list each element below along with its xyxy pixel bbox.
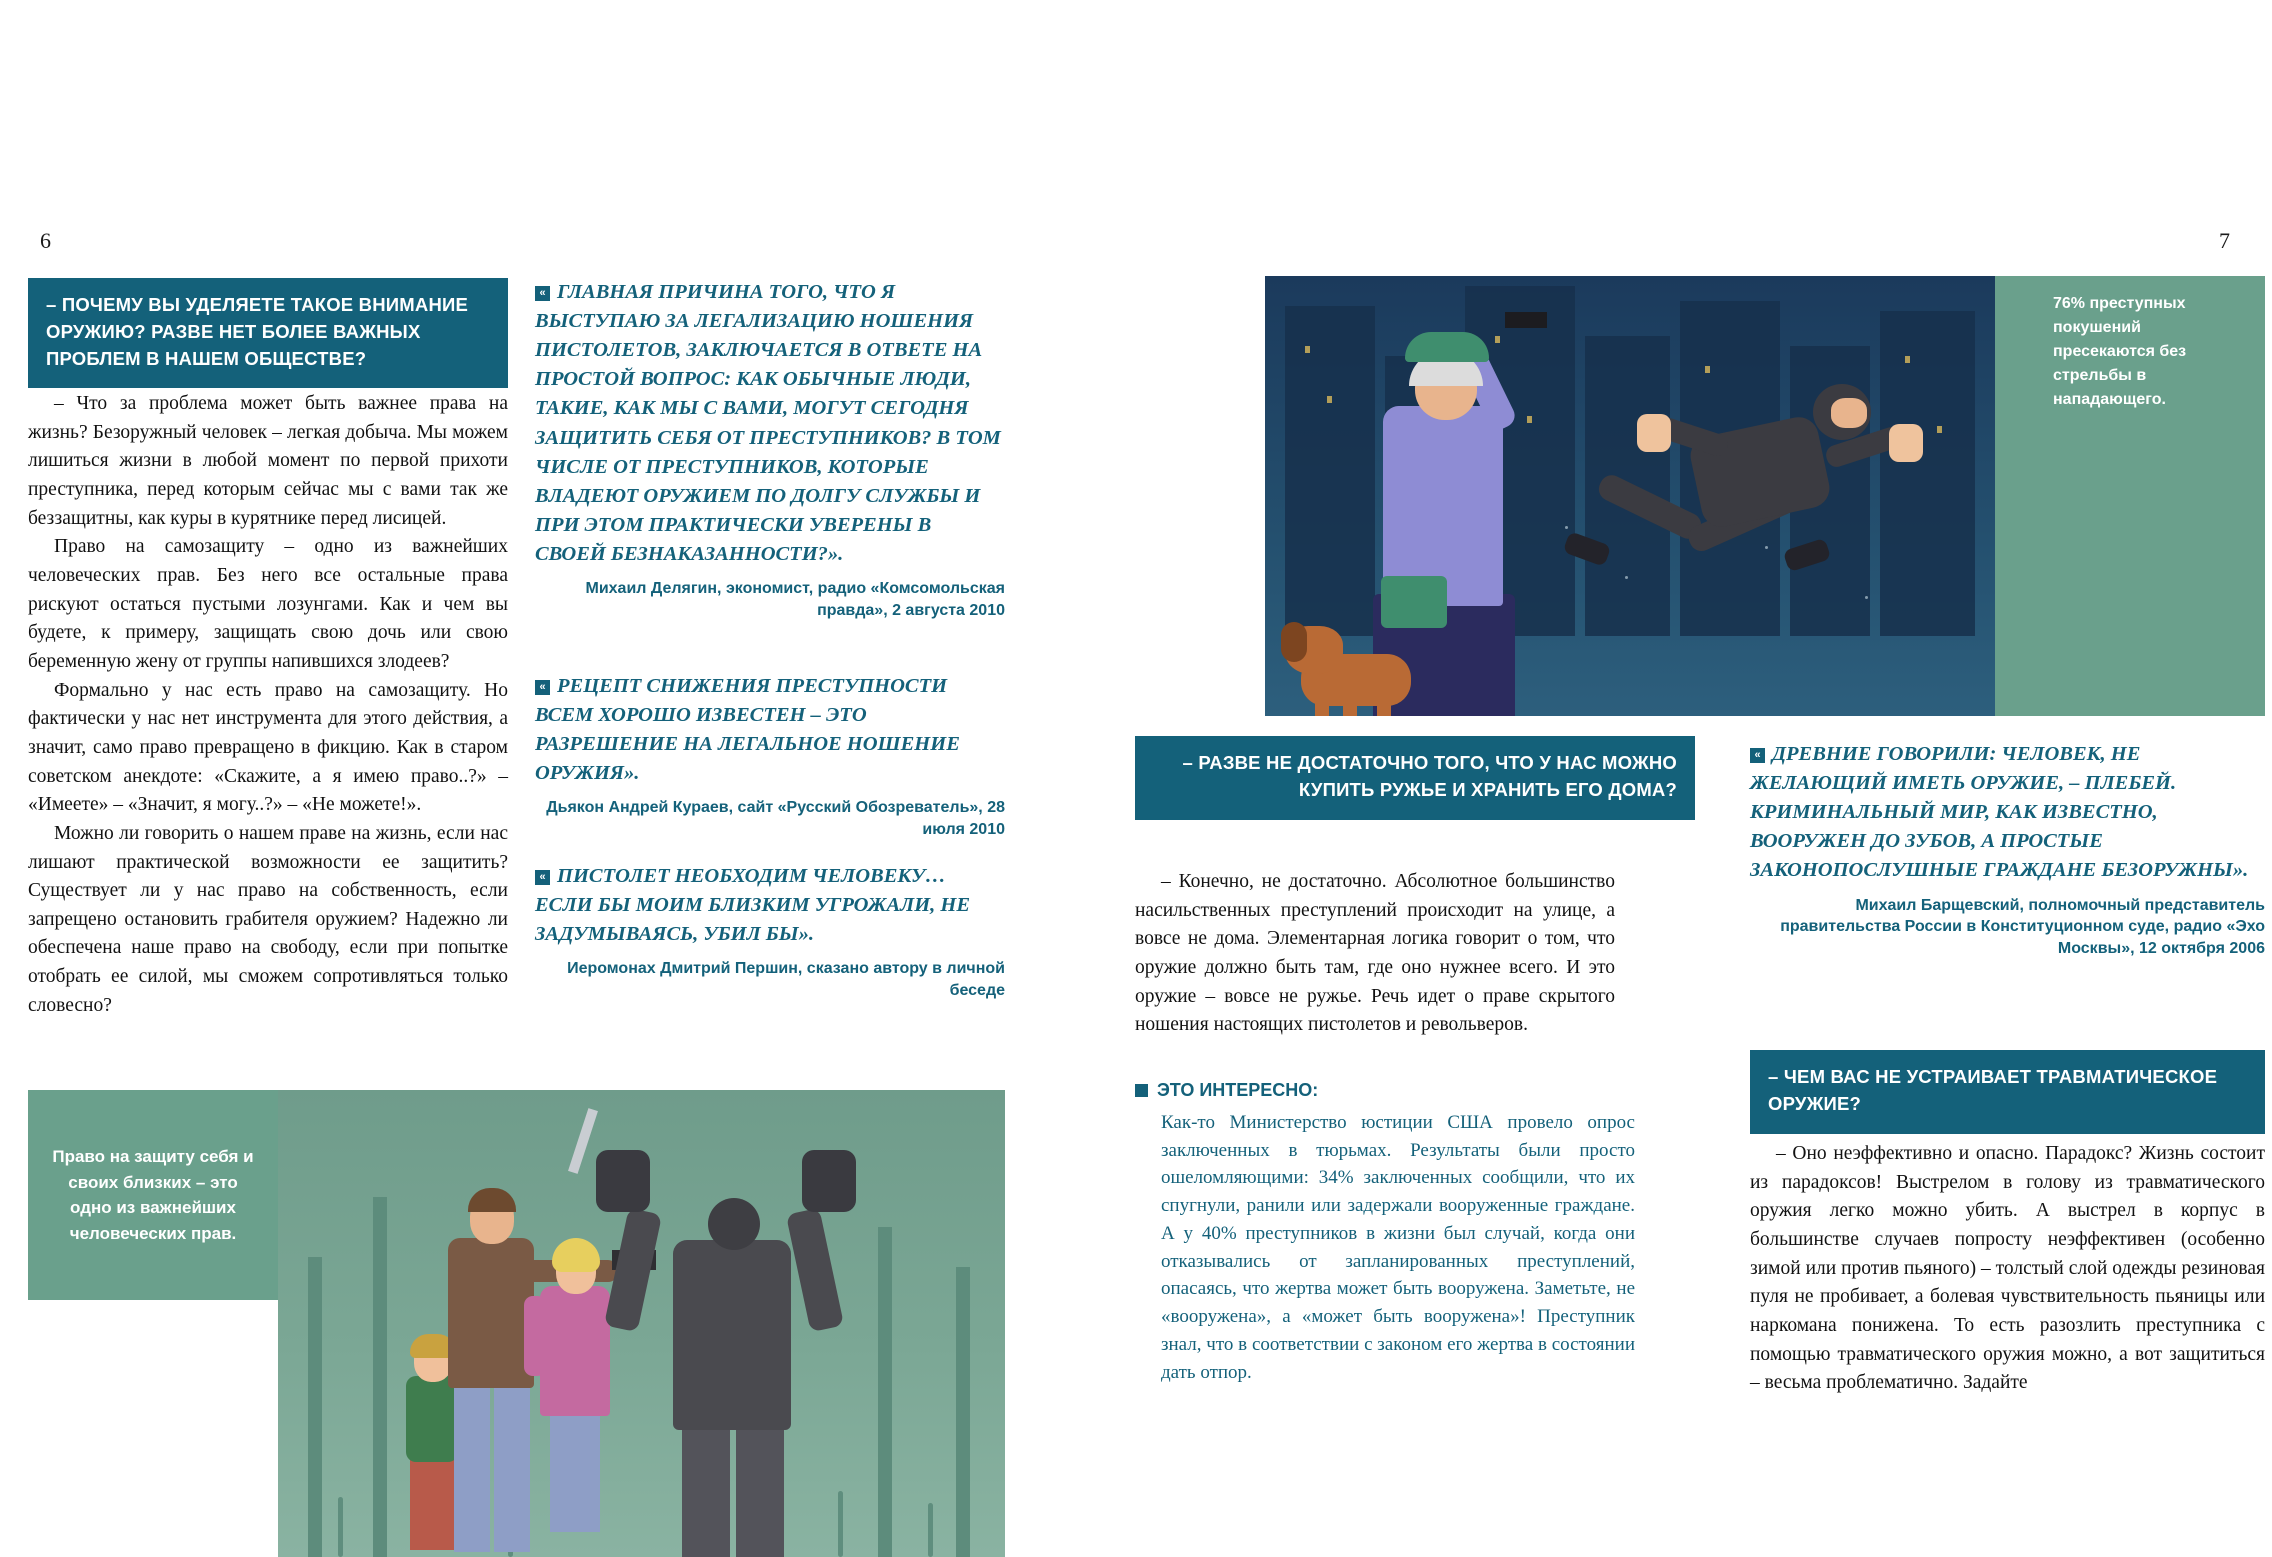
- tree-trunk: [878, 1227, 892, 1557]
- building: [1880, 311, 1975, 636]
- man-leg-left: [454, 1382, 490, 1552]
- snow-dot: [1565, 526, 1568, 529]
- window-light: [1527, 416, 1532, 423]
- window-light: [1327, 396, 1332, 403]
- grass-blade: [838, 1491, 843, 1557]
- woman-arm: [524, 1296, 546, 1376]
- quote-attribution: Дьякон Андрей Кураев, сайт «Русский Обозреватель», 28 июля 2010: [546, 799, 1005, 839]
- man-coat: [448, 1238, 534, 1388]
- interesting-label-text: ЭТО ИНТЕРЕСНО:: [1157, 1080, 1319, 1100]
- quote-body: ГЛАВНАЯ ПРИЧИНА ТОГО, ЧТО Я ВЫСТУПАЮ ЗА ЛЕГАЛИЗАЦИЮ НОШЕНИЯ ПИСТОЛЕТОВ, ЗАКЛЮЧАЕТСЯ В ОТВЕТЕ НА ПРОСТОЙ ВОПРОС: КАК ОБЫЧНЫЕ ЛЮДИ, ТАКИЕ, КАК МЫ С ВАМИ, МОГУТ СЕГОДНЯ ЗАЩИТИТЬ СЕБЯ ОТ ПРЕСТУПНИКОВ? В ТОМ ЧИСЛЕ ОТ ПРЕСТУПНИКОВ, КОТОРЫЕ ВЛАДЕЮТ ОРУЖИЕМ ПО ДОЛГУ СЛУЖБЫ И ПРИ ЭТОМ ПРАКТИЧЕСКИ УВЕРЕНЫ В СВОЕЙ БЕЗНАКАЗАННОСТИ?».: [535, 281, 1001, 565]
- paragraph: – Что за проблема может быть важнее права на жизнь? Безоружный человек – легкая добыча. Мы можем лишиться жизни в любой момент по первой прихоти преступника, перед которым сейчас мы с вами так же беззащитны, как куры в курятнике перед лисицей.: [28, 393, 508, 529]
- right-body-column-2: [1135, 868, 1615, 1040]
- interesting-fact-block: [1135, 1080, 1635, 1386]
- woman-legs: [550, 1412, 600, 1532]
- man-leg-right: [494, 1382, 530, 1552]
- robber-hand-left: [596, 1150, 650, 1212]
- thief-face: [1831, 398, 1867, 428]
- quote-body: РЕЦЕПТ СНИЖЕНИЯ ПРЕСТУПНОСТИ ВСЕМ ХОРОШО ИЗВЕСТЕН – ЭТО РАЗРЕШЕНИЕ НА ЛЕГАЛЬНОЕ НОШЕНИЕ ОРУЖИЯ».: [535, 675, 960, 785]
- paragraph: Формально у нас есть право на самозащиту. Но фактически у нас нет инструмента для этого действия, а значит, само право превращено в фикцию. Как в старом советском анекдоте: «Скажите, а я имею право..?» – «Имеете» – «Значит, я могу..?» – «Не можете!».: [28, 679, 508, 816]
- left-body-column: [28, 390, 508, 1020]
- quote-attribution: Михаил Барщевский, полномочный представитель правительства России в Конституционном суде, радио «Эхо Москвы», 12 октября 2006: [1780, 896, 2265, 957]
- quote-mark-icon: «: [535, 680, 550, 695]
- window-light: [1937, 426, 1942, 433]
- paragraph: – Оно неэффективно и опасно. Парадокс? Жизнь состоит из парадоксов! Выстрелом в голову из травматического оружия легко можно убить. А выстрел в корпус в большинстве случаев попросту неэффективен (особенно зимой или против пьяного) – толстый слой одежды резиновая пуля не пробивает, а болевая чувствительность пьяницы или наркомана понижена. То есть разозлить преступника с помощью травматического оружия можно, а вот защититься – весьма проблематично. Задайте: [1750, 1143, 2265, 1394]
- paragraph: – Конечно, не достаточно. Абсолютное большинство насильственных преступлений происходит на улице, а вовсе не дома. Элементарная логика говорит о том, что оружие должно быть там, где оно нужнее всего. И это оружие – вовсе не ружье. Речь идет о праве скрытого ношения настоящих пистолетов и револьверов.: [1135, 871, 1615, 1036]
- grass-blade: [928, 1503, 933, 1557]
- quote-body: ДРЕВНИЕ ГОВОРИЛИ: ЧЕЛОВЕК, НЕ ЖЕЛАЮЩИЙ ИМЕТЬ ОРУЖИЕ, – ПЛЕБЕЙ. КРИМИНАЛЬНЫЙ МИР, КАК ИЗВЕСТНО, ВООРУЖЕН ДО ЗУБОВ, А ПРОСТЫЕ ЗАКОНОПОСЛУШНЫЕ ГРАЖДАНЕ БЕЗОРУЖНЫ».: [1750, 743, 2249, 882]
- grass-blade: [338, 1497, 343, 1557]
- pistol-icon: [1505, 312, 1547, 328]
- pull-quote-1: [535, 278, 1005, 621]
- pull-quote-3: [535, 862, 1005, 1002]
- left-question-heading: – ПОЧЕМУ ВЫ УДЕЛЯЕТЕ ТАКОЕ ВНИМАНИЕ ОРУЖИЮ? РАЗВЕ НЕТ БОЛЕЕ ВАЖНЫХ ПРОБЛЕМ В НАШЕМ ОБЩЕСТВЕ?: [28, 278, 508, 388]
- paragraph: Можно ли говорить о нашем праве на жизнь, если нас лишают практической возможности ее защитить? Существует ли у нас право на собственность, если запрещено остановить грабителя оружием? Надежно ли обеспечена наше право на свободу, если при попытке отобрать ее силой, мы сможем сопротивляться только словесно?: [28, 822, 508, 1016]
- snow-dot: [1865, 596, 1868, 599]
- handbag-icon: [1381, 576, 1447, 628]
- snow-dot: [1625, 576, 1628, 579]
- robber-hand-right: [802, 1150, 856, 1212]
- quote-mark-icon: «: [1750, 748, 1765, 763]
- dog-ear: [1281, 622, 1307, 662]
- quote-text: [535, 278, 1005, 569]
- right-question-heading-2: – РАЗВЕ НЕ ДОСТАТОЧНО ТОГО, ЧТО У НАС МОЖНО КУПИТЬ РУЖЬЕ И ХРАНИТЬ ЕГО ДОМА?: [1135, 736, 1695, 820]
- quote-text: [535, 672, 1005, 788]
- interesting-text: Как-то Министерство юстиции США провело опрос заключенных в тюрьмах. Результаты были просто ошеломляющими: 34% заключенных сообщили, что их спугнули, ранили или задержали вооруженные граждане. А у 40% преступников в жизни был случай, когда они отказывались от запланированных преступлений, опасаясь, что жертва может быть вооружена. Заметьте, не «вооружена», а «может быть вооружена»! Преступник знал, что в соответствии с законом его жертва в состоянии дать отпор.: [1161, 1112, 1635, 1383]
- quote-text: [535, 862, 1005, 949]
- robber-body: [673, 1240, 791, 1430]
- tree-trunk: [373, 1197, 387, 1557]
- window-light: [1705, 366, 1710, 373]
- thief-hand-left: [1637, 414, 1671, 452]
- robber-leg-right: [736, 1420, 784, 1557]
- quote-mark-icon: «: [535, 286, 550, 301]
- illustration-family-and-robber: [278, 1090, 1005, 1557]
- window-light: [1905, 356, 1910, 363]
- pull-quote-2: [535, 672, 1005, 841]
- page-number-left: 6: [40, 228, 51, 253]
- quote-text: [1750, 740, 2265, 886]
- tree-trunk: [956, 1267, 970, 1557]
- quote-attribution: Михаил Делягин, экономист, радио «Комсомольская правда», 2 августа 2010: [585, 580, 1005, 619]
- right-body-column-3: [1750, 1140, 2265, 1398]
- square-bullet-icon: [1135, 1084, 1148, 1097]
- right-question-heading-3: – ЧЕМ ВАС НЕ УСТРАИВАЕТ ТРАВМАТИЧЕСКОЕ ОРУЖИЕ?: [1750, 1050, 2265, 1134]
- woman-hat: [1405, 332, 1489, 362]
- window-light: [1495, 336, 1500, 343]
- page-number-right: 7: [2219, 228, 2230, 253]
- quote-mark-icon: «: [535, 870, 550, 885]
- child-legs: [410, 1458, 454, 1550]
- interesting-label: [1135, 1080, 1635, 1101]
- paragraph: Право на самозащиту – одно из важнейших человеческих прав. Без него все остальные права рискуют остаться пустыми лозунгами. Как и чем вы будете, к примеру, защищать свою дочь или свою беременную жену от группы напившихся злодеев?: [28, 536, 508, 672]
- robber-leg-left: [682, 1420, 730, 1557]
- left-green-callout: Право на защиту себя и своих близких – это одно из важнейших человеческих прав.: [28, 1090, 278, 1300]
- window-light: [1305, 346, 1310, 353]
- quote-attribution: Иеромонах Дмитрий Першин, сказано автору в личной беседе: [567, 960, 1005, 999]
- quote-body: ПИСТОЛЕТ НЕОБХОДИМ ЧЕЛОВЕКУ… ЕСЛИ БЫ МОИМ БЛИЗКИМ УГРОЖАЛИ, НЕ ЗАДУМЫВАЯСЬ, УБИЛ БЫ».: [535, 865, 971, 946]
- thief-hand-right: [1889, 424, 1923, 462]
- pull-quote-4: [1750, 740, 2265, 959]
- robber-head: [708, 1198, 760, 1250]
- woman-body: [540, 1286, 610, 1416]
- building: [1285, 306, 1375, 636]
- right-green-callout: 76% преступных покушений пресекаются без стрельбы в нападающего.: [2035, 276, 2265, 408]
- child-body: [406, 1376, 458, 1462]
- tree-trunk: [308, 1257, 322, 1557]
- snow-dot: [1765, 546, 1768, 549]
